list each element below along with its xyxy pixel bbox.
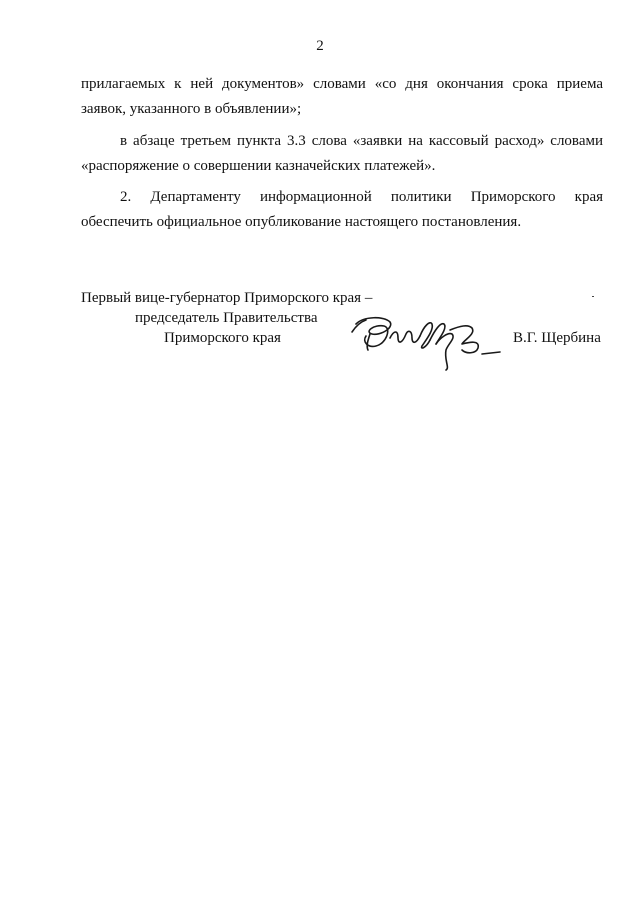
handwritten-signature xyxy=(350,310,510,376)
body-line-6: обеспечить официальное опубликование настоящего постановления. xyxy=(81,214,522,230)
body-line-1: прилагаемых к ней документов» словами «со дня окончания срока приема xyxy=(81,76,603,92)
body-line-2: заявок, указанного в объявлении»; xyxy=(81,101,302,117)
body-line-5: 2. Департаменту информационной политики Приморского края xyxy=(120,189,603,205)
page-number: 2 xyxy=(316,38,324,54)
signatory-position-line-1: Первый вице-губернатор Приморского края – xyxy=(81,290,373,306)
scan-speck xyxy=(592,296,594,297)
body-line-3: в абзаце третьем пункта 3.3 слова «заявки на кассовый расход» словами xyxy=(120,133,603,149)
body-line-4: «распоряжение о совершении казначейских платежей». xyxy=(81,158,436,174)
signatory-position-line-2: председатель Правительства xyxy=(135,310,318,326)
signatory-name: В.Г. Щербина xyxy=(513,330,601,346)
signatory-position-line-3: Приморского края xyxy=(164,330,281,346)
